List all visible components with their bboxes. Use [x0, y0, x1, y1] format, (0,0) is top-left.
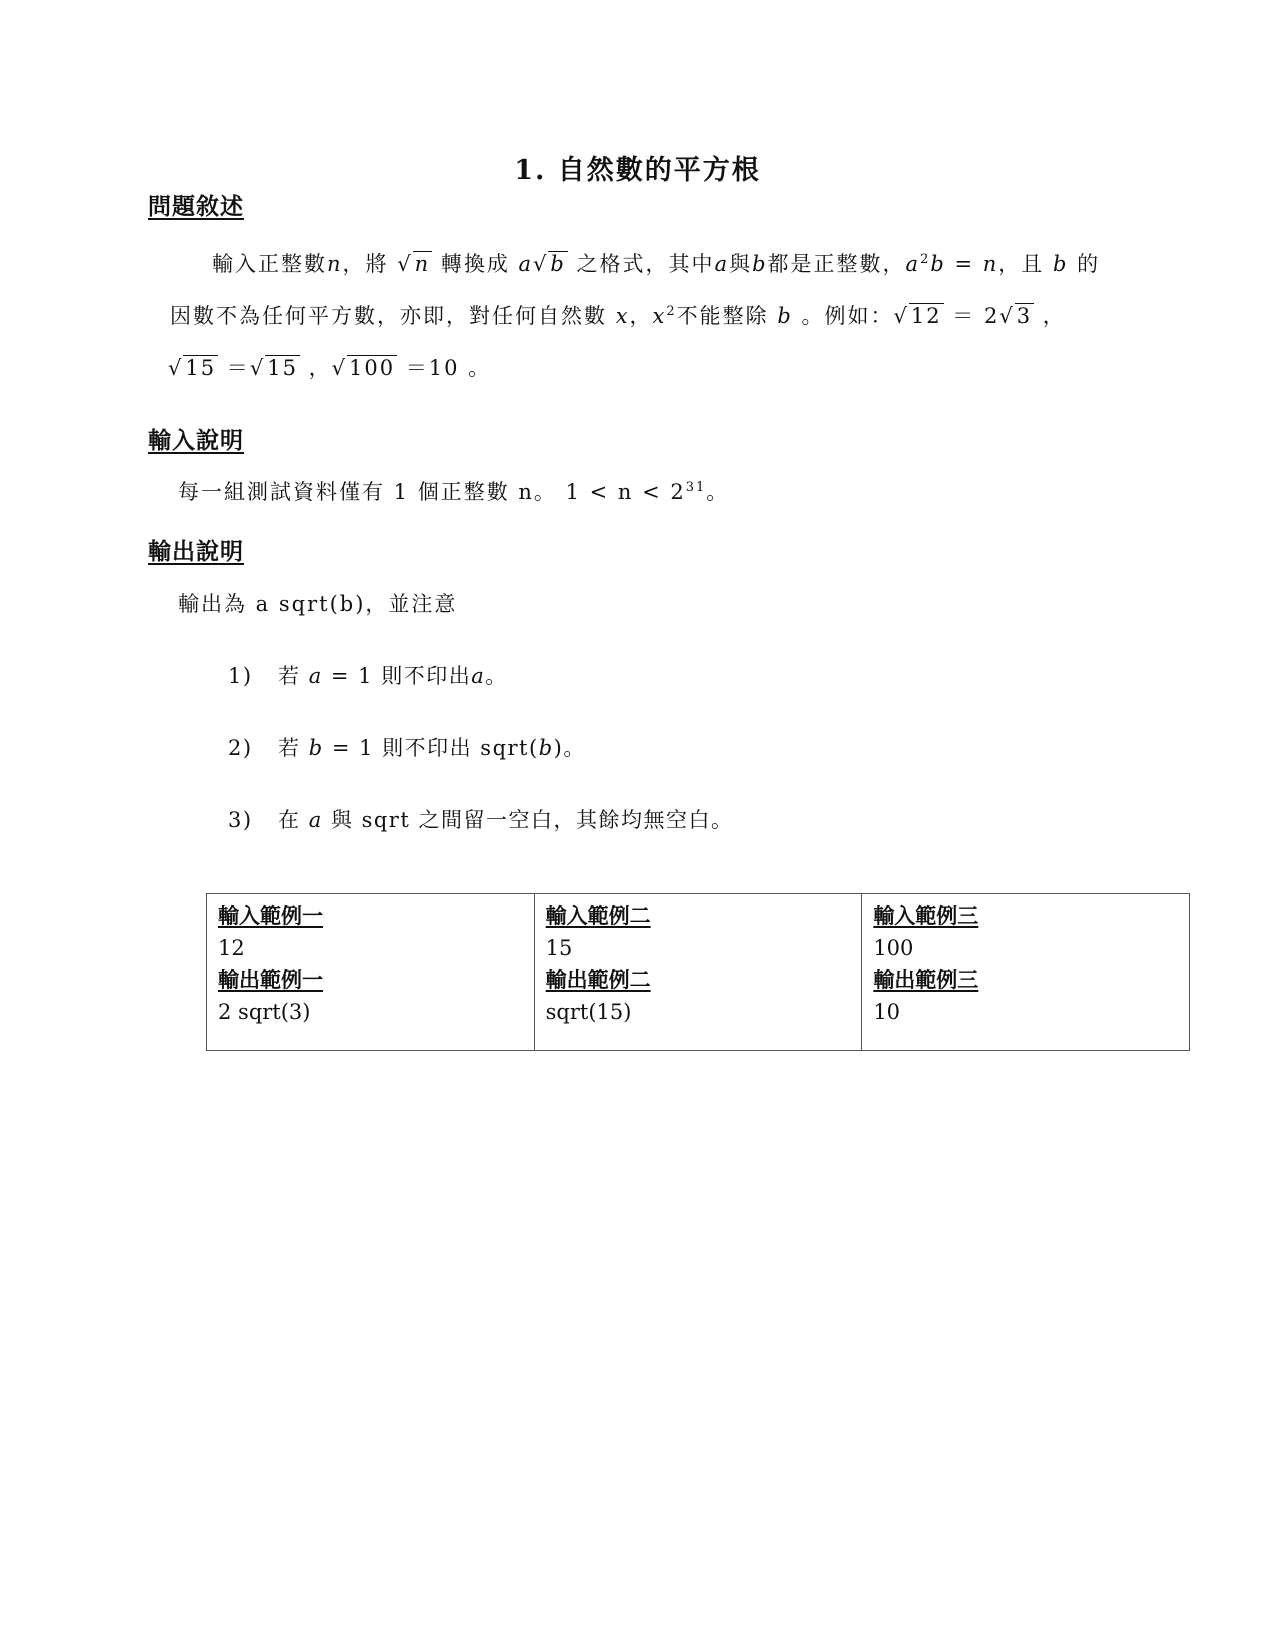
var-a: a — [471, 664, 486, 688]
var-x: x — [615, 304, 630, 328]
sample-output-value: 10 — [873, 1000, 901, 1024]
samples-table — [206, 893, 1190, 1051]
text: 輸入正整數 — [212, 252, 327, 276]
var-a: a — [714, 252, 730, 276]
text: ， — [1034, 304, 1066, 328]
var-x: x — [652, 304, 667, 328]
text: 之格式，其中 — [567, 252, 715, 276]
exponent: 31 — [685, 480, 707, 495]
input-description — [178, 476, 729, 506]
text: 轉換成 — [432, 252, 519, 276]
text: 都是正整數， — [767, 252, 906, 276]
text: = 1 則不印出 sqrt( — [323, 736, 539, 760]
sample-output-value: 2 sqrt(3) — [218, 1000, 311, 1024]
sample-input-value: 15 — [545, 936, 573, 960]
text: 若 — [278, 664, 309, 688]
text: ＝ — [218, 356, 250, 380]
var-b: b — [777, 304, 793, 328]
text: 與 sqrt 之間留一空白，其餘均無空白。 — [322, 808, 734, 832]
sqrt-12: √12 — [893, 304, 942, 328]
text: 若 — [278, 736, 309, 760]
sqrt-100: √100 — [331, 356, 396, 380]
output-intro: 輸出為 a sqrt(b)，並注意 — [178, 592, 458, 616]
text: 。例如： — [792, 304, 894, 328]
text: ，將 — [342, 252, 398, 276]
text: = 1 則不印出 — [322, 664, 472, 688]
page-title: 1. 自然數的平方根 — [514, 155, 761, 186]
sqrt-b: √b — [533, 252, 566, 276]
sample-input-label: 輸入範例二 — [545, 903, 651, 928]
var-b: b — [308, 736, 324, 760]
text: 。 — [706, 480, 730, 504]
problem-line-2 — [170, 300, 1066, 330]
sample-cell-3 — [862, 894, 1190, 1051]
sqrt-15: √15 — [249, 356, 298, 380]
text: 因數不為任何平方數，亦即，對任何自然數 — [170, 304, 616, 328]
sqrt-n: √n — [397, 252, 431, 276]
sample-output-label: 輸出範例一 — [218, 967, 323, 992]
rule-number: 3) — [228, 808, 253, 832]
var-b: b — [538, 736, 554, 760]
var-a: a — [308, 664, 323, 688]
text: 的 — [1068, 252, 1101, 276]
var-b: b — [1052, 252, 1069, 276]
text: ＝ 2 — [943, 304, 1000, 328]
equation: b = n — [930, 252, 999, 276]
text: ， — [299, 356, 332, 380]
sample-output-value: sqrt(15) — [545, 1000, 632, 1024]
sample-cell-1 — [207, 894, 535, 1051]
text: ， — [629, 304, 653, 328]
var-a: a — [905, 252, 921, 276]
text: )。 — [553, 736, 586, 760]
exponent: 2 — [666, 304, 677, 319]
sample-input-label: 輸入範例三 — [873, 903, 979, 928]
sample-input-label: 輸入範例一 — [218, 903, 323, 928]
text: ，且 — [998, 252, 1053, 276]
sample-output-label: 輸出範例二 — [545, 967, 651, 992]
rule-number: 2) — [228, 736, 253, 760]
text: 每一組測試資料僅有 1 個正整數 n。 1 < n < 2 — [178, 480, 686, 504]
output-rule-1 — [228, 660, 508, 690]
var-a: a — [308, 808, 323, 832]
text: 不能整除 — [676, 304, 778, 328]
sample-cell-2 — [534, 894, 862, 1051]
problem-line-3 — [168, 352, 491, 382]
text: 。 — [485, 664, 508, 688]
sqrt-3: √3 — [999, 304, 1033, 328]
text: 在 — [278, 808, 309, 832]
text: ＝10 。 — [397, 356, 492, 380]
var-n: n — [327, 252, 343, 276]
var-a: a — [518, 252, 534, 276]
problem-line-1 — [212, 248, 1100, 278]
exponent: 2 — [920, 252, 931, 267]
input-heading: 輸入說明 — [148, 427, 244, 454]
rule-number: 1) — [228, 664, 253, 688]
var-b: b — [752, 252, 768, 276]
sample-input-value: 12 — [218, 936, 245, 960]
sqrt-15: √15 — [168, 356, 217, 380]
table-row — [207, 894, 1190, 1051]
output-heading: 輸出說明 — [148, 538, 244, 565]
problem-heading: 問題敘述 — [148, 193, 244, 220]
text: 與 — [729, 252, 753, 276]
output-rule-3 — [228, 804, 733, 834]
sample-input-value: 100 — [873, 936, 914, 960]
output-rule-2 — [228, 732, 586, 762]
sample-output-label: 輸出範例三 — [873, 967, 979, 992]
